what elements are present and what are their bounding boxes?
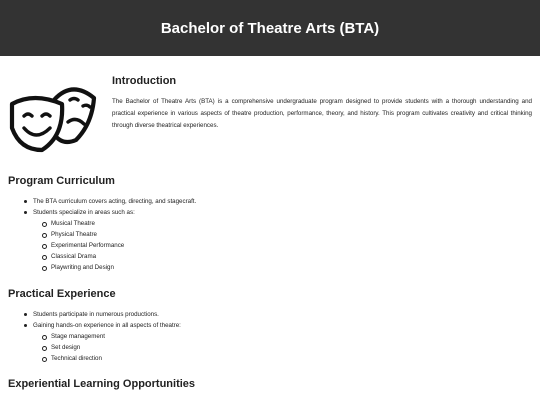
curriculum-sublist <box>8 218 532 273</box>
list-item: Technical direction <box>26 353 532 364</box>
list-item: Gaining hands-on experience in all aspects of theatre: <box>8 320 532 331</box>
practical-section <box>8 288 532 364</box>
list-item: Classical Drama <box>26 251 532 262</box>
intro-body: The Bachelor of Theatre Arts (BTA) is a comprehensive undergraduate program designed to provide students with a thorough understanding and practical experience in various aspects of theatre production, performance, theory, and history. This program cultivates creativity and critical thinking through diverse theatrical experiences. <box>112 98 532 129</box>
theatre-masks-icon <box>8 76 110 156</box>
practical-sublist <box>8 331 532 364</box>
list-item: Students participate in numerous productions. <box>8 309 532 320</box>
experiential-section <box>8 378 532 399</box>
practical-list <box>8 309 532 331</box>
list-item: Physical Theatre <box>26 229 532 240</box>
list-item: Students specialize in areas such as: <box>8 207 532 218</box>
curriculum-list <box>8 196 532 218</box>
list-item: Stage management <box>26 331 532 342</box>
page-title: Bachelor of Theatre Arts (BTA) <box>160 19 380 37</box>
intro-heading: Introduction <box>112 75 177 87</box>
list-item: Playwriting and Design <box>26 262 532 273</box>
intro-section <box>8 72 532 156</box>
curriculum-heading: Program Curriculum <box>8 175 115 187</box>
list-item: Set design <box>26 342 532 353</box>
page-header <box>0 0 540 56</box>
experiential-heading: Experiential Learning Opportunities <box>8 378 196 390</box>
practical-heading: Practical Experience <box>8 288 116 300</box>
curriculum-section <box>8 175 532 273</box>
list-item: Experimental Performance <box>26 240 532 251</box>
list-item: Musical Theatre <box>26 218 532 229</box>
list-item: The BTA curriculum covers acting, directing, and stagecraft. <box>8 196 532 207</box>
